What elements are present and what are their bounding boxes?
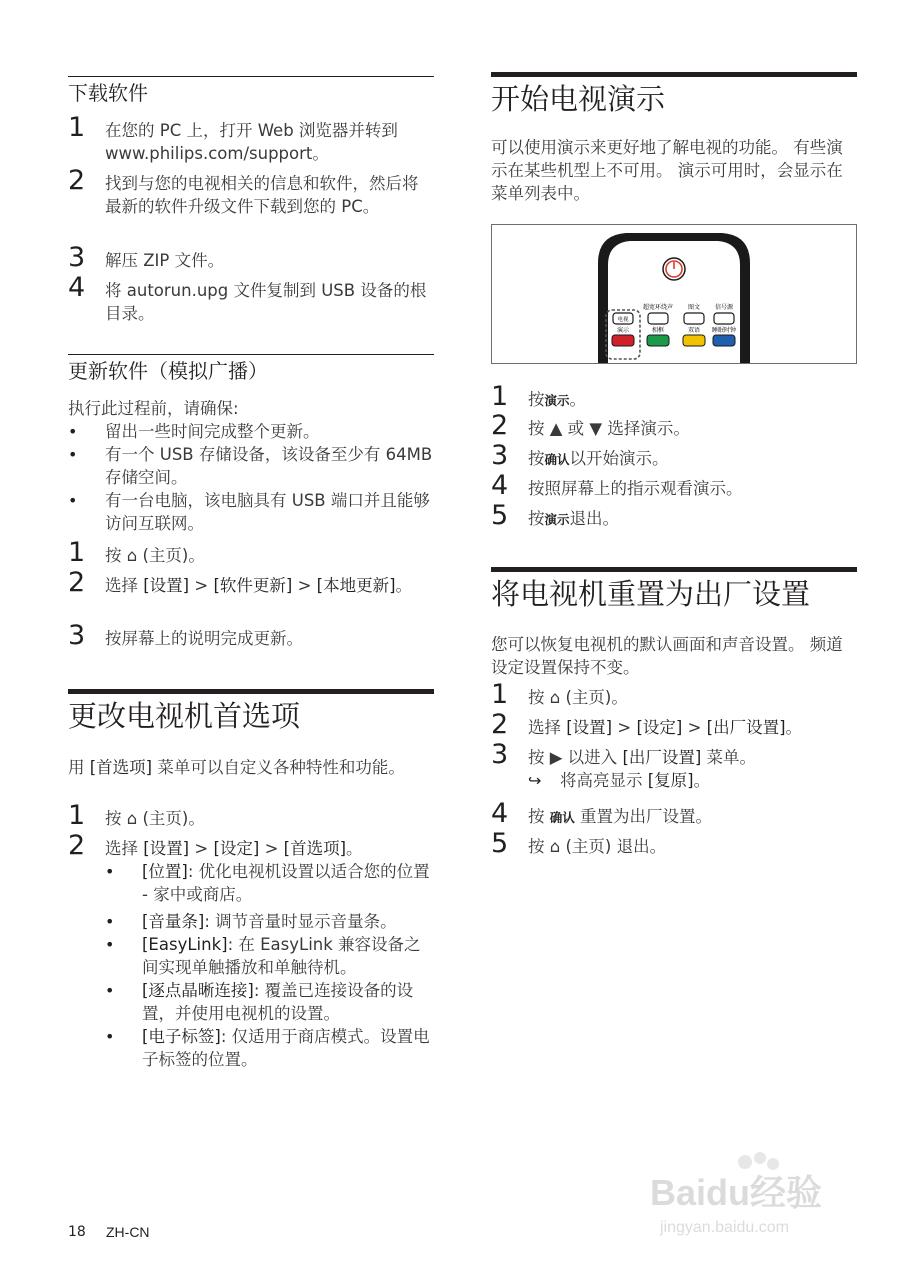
home-icon: ⌂ xyxy=(549,837,561,856)
preferences-option-location: • [位置]: 优化电视机设置以适合您的位置 - 家中或商店。 xyxy=(105,862,430,904)
preferences-option-e-sticker: • [电子标签]: 仅适用于商店模式。设置电子标签的位置。 xyxy=(105,1027,430,1069)
preferences-step-1: 1 按 ⌂ (主页)。 xyxy=(68,800,205,831)
download-step-4: 4 将 autorun.upg 文件复制到 USB 设备的根目录。 xyxy=(68,279,434,325)
watermark-url: jingyan.baidu.com xyxy=(660,1219,789,1236)
reset-step-5: 5 按 ⌂ (主页) 退出。 xyxy=(491,828,667,859)
remote-label-source: 信号源 xyxy=(714,304,734,311)
remote-label-surround: 超宽环绕声 xyxy=(642,304,674,311)
update-step-3: 3 按屏幕上的说明完成更新。 xyxy=(68,620,303,651)
update-bullet-1: • 留出一些时间完成整个更新。 xyxy=(68,422,320,441)
download-step-1: 1 在您的 PC 上，打开 Web 浏览器并转到 www.philips.com/support。 xyxy=(68,119,434,165)
factory-reset-heading: 将电视机重置为出厂设置 xyxy=(491,567,857,613)
download-step-1-text: 在您的 PC 上，打开 Web 浏览器并转到 www.philips.com/support。 xyxy=(105,121,398,163)
teletext-key xyxy=(684,313,704,324)
download-step-3: 3 解压 ZIP 文件。 xyxy=(68,249,434,272)
update-step-1: 1 按 ⌂ (主页)。 xyxy=(68,537,205,568)
update-bullet-3: • 有一台电脑，该电脑具有 USB 端口并且能够访问互联网。 xyxy=(68,491,430,533)
remote-control-figure xyxy=(491,224,857,364)
download-step-3-text: 解压 ZIP 文件。 xyxy=(105,251,225,270)
preferences-option-easylink: • [EasyLink]: 在 EasyLink 兼容设备之间实现单触播放和单触待机。 xyxy=(105,935,421,977)
remote-label-frame: 相框 xyxy=(651,327,665,334)
reset-step-3-result: ↪ 将高亮显示 [复原]。 xyxy=(528,771,711,790)
remote-label-dual: 双语 xyxy=(687,327,701,334)
factory-reset-intro: 您可以恢复电视机的默认画面和声音设置。 频道设定设置保持不变。 xyxy=(491,635,843,677)
demo-intro: 可以使用演示来更好地了解电视的功能。 有些演示在某些机型上不可用。 演示可用时，会显示在菜单列表中。 xyxy=(491,138,843,203)
download-software-heading: 下载软件 xyxy=(68,76,434,107)
reset-step-1: 1 按 ⌂ (主页)。 xyxy=(491,679,628,710)
page-number: 18 xyxy=(68,1224,86,1240)
svg-text:电视: 电视 xyxy=(617,317,629,323)
yellow-key xyxy=(683,335,705,346)
demo-step-4: 4 按照屏幕上的指示观看演示。 xyxy=(491,470,743,501)
preferences-intro: 用 [首选项] 菜单可以自定义各种特性和功能。 xyxy=(68,758,405,777)
demo-step-2: 2 按 ▲ 或 ▼ 选择演示。 xyxy=(491,410,690,441)
home-icon: ⌂ xyxy=(126,809,138,828)
update-step-2: 2 选择 [设置] > [软件更新] > [本地更新]。 xyxy=(68,567,413,598)
demo-heading: 开始电视演示 xyxy=(491,72,857,118)
reset-step-3: 3 按 ▶ 以进入 [出厂设置] 菜单。 xyxy=(491,739,757,770)
download-step-2-text: 找到与您的电视相关的信息和软件，然后将最新的软件升级文件下载到您的 PC。 xyxy=(105,174,419,216)
remote-label-sleep: 睡眠时钟 xyxy=(711,327,737,334)
language-code: ZH-CN xyxy=(106,1224,150,1240)
remote-control-illustration xyxy=(492,225,856,363)
preferences-heading: 更改电视机首选项 xyxy=(68,689,434,735)
update-software-heading: 更新软件（模拟广播） xyxy=(68,354,434,385)
blue-key xyxy=(713,335,735,346)
watermark-brand: Baidu经验 xyxy=(650,1172,823,1213)
remote-label-teletext: 图文 xyxy=(687,304,701,311)
green-key xyxy=(647,335,669,346)
update-bullet-2: • 有一个 USB 存储设备，该设备至少有 64MB 存储空间。 xyxy=(68,445,433,487)
surround-key xyxy=(648,313,668,324)
demo-step-5: 5 按演示退出。 xyxy=(491,500,620,531)
demo-step-1: 1 按演示。 xyxy=(491,381,587,412)
preferences-step-2: 2 选择 [设置] > [设定] > [首选项]。 xyxy=(68,830,363,861)
source-key xyxy=(714,313,734,324)
home-icon: ⌂ xyxy=(549,688,561,707)
red-key xyxy=(612,335,634,346)
demo-step-3: 3 按确认以开始演示。 xyxy=(491,440,669,471)
reset-step-2: 2 选择 [设置] > [设定] > [出厂设置]。 xyxy=(491,709,803,740)
reset-step-4: 4 按 确认 重置为出厂设置。 xyxy=(491,798,713,829)
remote-label-demo: 演示 xyxy=(616,327,630,334)
result-arrow-icon: ↪ xyxy=(528,771,542,790)
preferences-option-volume-bar: • [音量条]: 调节音量时显示音量条。 xyxy=(105,912,397,931)
home-icon: ⌂ xyxy=(126,546,138,565)
baidu-watermark xyxy=(650,1150,860,1240)
update-intro: 执行此过程前，请确保: xyxy=(68,399,239,418)
preferences-option-pixel-plus-link: • [逐点晶晰连接]: 覆盖已连接设备的设置，并使用电视机的设置。 xyxy=(105,981,414,1023)
download-step-4-text: 将 autorun.upg 文件复制到 USB 设备的根目录。 xyxy=(105,281,427,323)
download-step-2: 2 找到与您的电视相关的信息和软件，然后将最新的软件升级文件下载到您的 PC。 xyxy=(68,172,434,218)
